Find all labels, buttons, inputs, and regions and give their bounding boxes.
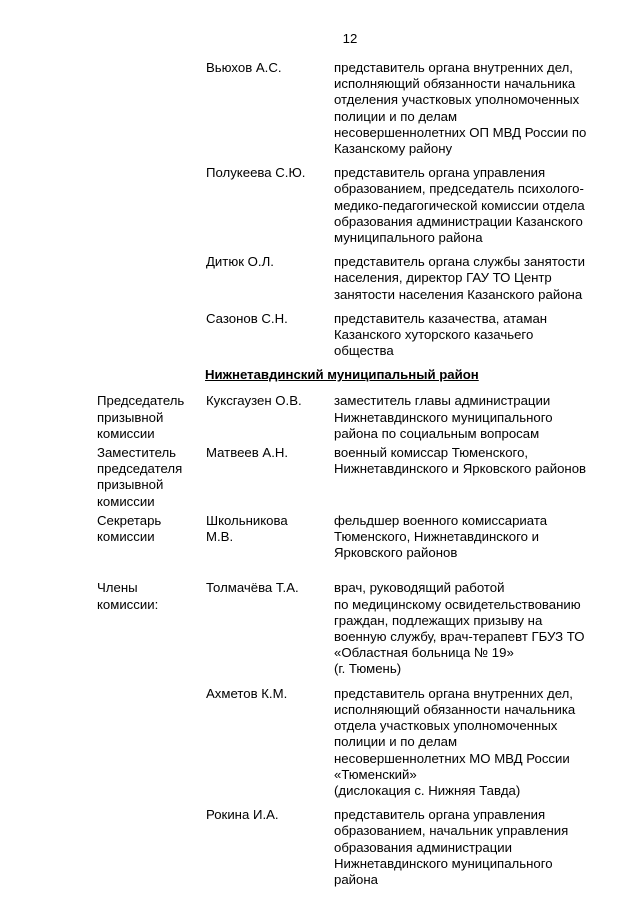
role-line: Заместитель [97, 445, 177, 461]
member-role [97, 393, 202, 442]
desc-line: Казанского хуторского казачьего [334, 327, 534, 343]
member-row [97, 445, 617, 510]
desc-line: Нижнетавдинского и Ярковского районов [334, 461, 587, 477]
member-row [97, 580, 617, 677]
member-name: Сазонов С.Н. [206, 310, 288, 326]
desc-line: заместитель главы администрации [334, 393, 551, 409]
desc-line: образованием, председатель психолого- [334, 181, 584, 197]
role-line: комиссии [97, 493, 155, 509]
desc-line: населения, директор ГАУ ТО Центр [334, 270, 552, 286]
member-role [97, 580, 202, 612]
desc-line: «Областная больница № 19» [334, 645, 514, 661]
desc-line: образованием, начальник управления [334, 823, 569, 839]
member-name: Полукеева С.Ю. [206, 165, 306, 181]
desc-line: района [334, 871, 378, 887]
name-line: Школьникова [206, 512, 288, 528]
desc-line: военный комиссар Тюменского, [334, 445, 529, 461]
member-name [206, 393, 331, 409]
desc-line: медико-педагогической комиссии отдела [334, 197, 585, 213]
member-description [334, 393, 617, 442]
role-line: председателя [97, 461, 183, 477]
desc-line: муниципального района [334, 230, 483, 246]
name-line: Ахметов К.М. [206, 685, 288, 701]
member-row [97, 393, 617, 442]
role-line: Председатель [97, 393, 185, 409]
desc-line: «Тюменский» [334, 766, 417, 782]
name-line: Толмачёва Т.А. [206, 580, 299, 596]
member-role [97, 513, 202, 545]
desc-line: несовершеннолетних ОП МВД России по [334, 124, 587, 140]
member-name [206, 513, 331, 545]
name-line: Матвеев А.Н. [206, 445, 289, 461]
member-description [334, 580, 617, 677]
member-description [334, 807, 617, 888]
district-heading: Нижнетавдинский муниципальный район [205, 367, 479, 383]
member-row [97, 254, 617, 303]
desc-line: военную службу, врач-терапевт ГБУЗ ТО [334, 629, 585, 645]
page-number: 12 [342, 31, 358, 46]
desc-line: полиции и по делам [334, 734, 458, 750]
desc-line: общества [334, 343, 394, 359]
name-line: Рокина И.А. [206, 807, 279, 823]
desc-line: полиции и по делам [334, 108, 458, 124]
role-line: призывной [97, 477, 164, 493]
member-role [97, 445, 202, 510]
role-line: Члены [97, 580, 138, 596]
desc-line: фельдшер военного комиссариата [334, 512, 548, 528]
desc-line: (дислокация с. Нижняя Тавда) [334, 782, 521, 798]
desc-line: представитель органа управления [334, 165, 546, 181]
member-row [97, 60, 617, 157]
member-row [97, 513, 617, 562]
member-description [334, 513, 617, 562]
desc-line: представитель органа службы занятости [334, 254, 585, 270]
member-description [334, 254, 617, 303]
commission-list [97, 60, 617, 888]
desc-line: отдела участковых уполномоченных [334, 718, 558, 734]
desc-line: (г. Тюмень) [334, 661, 402, 677]
member-name [206, 686, 331, 702]
member-row [97, 807, 617, 888]
desc-line: образования администрации Казанского [334, 213, 583, 229]
member-description [334, 165, 617, 246]
desc-line: района по социальным вопросам [334, 425, 540, 441]
desc-line: Казанскому району [334, 141, 453, 157]
member-row [97, 686, 617, 799]
desc-line: исполняющий обязанности начальника [334, 701, 576, 717]
desc-line: граждан, подлежащих призыву на [334, 612, 543, 628]
desc-line: Нижнетавдинского муниципального [334, 855, 553, 871]
desc-line: занятости населения Казанского района [334, 286, 583, 302]
desc-line: представитель органа внутренних дел, [334, 685, 573, 701]
desc-line: отделения участковых уполномоченных [334, 92, 580, 108]
desc-line: Тюменского, Нижнетавдинского и [334, 529, 539, 545]
member-name: Дитюк О.Л. [206, 254, 274, 270]
desc-line: представитель органа внутренних дел, [334, 60, 573, 75]
role-line: Секретарь [97, 512, 162, 528]
member-name: Вьюхов А.С. [206, 60, 282, 75]
desc-line: Ярковского районов [334, 545, 458, 561]
role-line: комиссии: [97, 596, 159, 612]
member-name [206, 807, 331, 823]
member-description [334, 686, 617, 799]
member-description [334, 60, 617, 157]
member-row [97, 165, 617, 246]
role-line: комиссии [97, 529, 155, 545]
desc-line: представитель органа управления [334, 807, 546, 823]
member-row [97, 311, 617, 360]
desc-line: по медицинскому освидетельствованию [334, 596, 581, 612]
desc-line: Нижнетавдинского муниципального [334, 409, 553, 425]
desc-line: образования администрации [334, 839, 512, 855]
member-name [206, 580, 331, 596]
role-line: призывной [97, 409, 164, 425]
desc-line: несовершеннолетних МО МВД России [334, 750, 570, 766]
role-line: комиссии [97, 425, 155, 441]
name-line: Куксгаузен О.В. [206, 393, 302, 409]
desc-line: исполняющий обязанности начальника [334, 76, 576, 92]
member-name [206, 445, 331, 461]
member-description [334, 445, 617, 477]
desc-line: врач, руководящий работой [334, 580, 505, 596]
desc-line: представитель казачества, атаман [334, 310, 548, 326]
name-line: М.В. [206, 529, 234, 545]
member-description [334, 311, 617, 360]
